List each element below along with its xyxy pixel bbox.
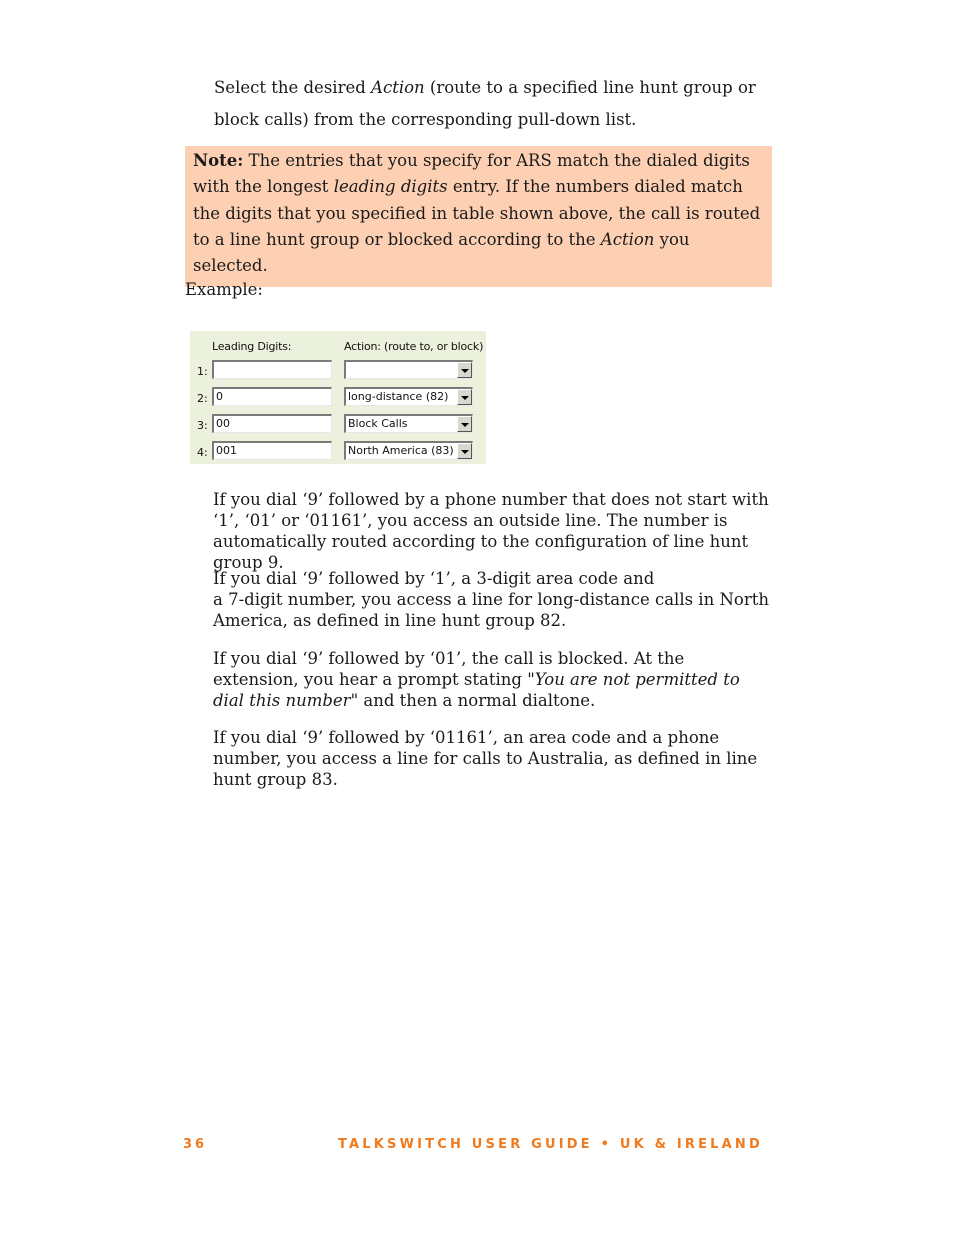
intro-paragraph: [214, 72, 774, 136]
row-number: 2:: [197, 392, 208, 405]
leading-digits-header: Leading Digits:: [212, 340, 292, 353]
note-text-1: The entries that you specify for ARS match the dialed digits with the longest: [193, 151, 750, 197]
example-label: Example:: [185, 280, 263, 299]
paragraph-blocked-text-1: If you dial ‘9’ followed by ‘01’, the call is blocked. At the extension, you hear a prompt stating ": [213, 649, 685, 689]
note-text-3: you selected.: [193, 229, 690, 276]
action-select[interactable]: [344, 387, 473, 406]
footer-title: TALKSWITCH USER GUIDE • UK & IRELAND: [337, 1137, 763, 1152]
action-select-value: Block Calls: [348, 417, 408, 430]
row-number: 3:: [197, 419, 208, 432]
action-header: Action: (route to, or block): [344, 340, 484, 353]
note-italic-action: Action: [600, 229, 655, 249]
note-italic-leading-digits: leading digits: [333, 177, 448, 197]
paragraph-australia: If you dial ‘9’ followed by ‘01161’, an area code and a phone number, you access a line for calls to Australia, as defined in line hunt group 83.: [213, 728, 758, 789]
row-number: 4:: [197, 446, 208, 459]
intro-action-word: Action: [371, 78, 425, 97]
leading-digits-input[interactable]: [212, 360, 332, 379]
leading-digits-input[interactable]: 001: [212, 441, 332, 460]
note-label: Note:: [193, 151, 244, 170]
row-number: 1:: [197, 365, 208, 378]
paragraph-long-distance-line1: If you dial ‘9’ followed by ‘1’, a 3-digit area code and: [213, 569, 655, 588]
intro-text-before: Select the desired: [214, 78, 372, 97]
chevron-down-icon[interactable]: [457, 443, 472, 459]
note-text-2: entry. If the numbers dialed match the digits that you specified in table shown above, the call is routed to a line hunt group or blocked according to the: [193, 177, 761, 249]
chevron-down-icon[interactable]: [457, 416, 472, 432]
paragraph-long-distance: [213, 568, 773, 631]
paragraph-long-distance-line2: a 7-digit number, you access a line for long-distance calls in North America, as defined in line hunt group 82.: [213, 590, 769, 630]
leading-digits-input[interactable]: 0: [212, 387, 332, 406]
action-select-value: North America (83): [348, 444, 454, 457]
action-select[interactable]: [344, 441, 473, 460]
action-select[interactable]: [344, 360, 473, 379]
leading-digits-input[interactable]: 00: [212, 414, 332, 433]
page-number: 36: [183, 1137, 208, 1152]
chevron-down-icon[interactable]: [457, 389, 472, 405]
paragraph-blocked-text-2: " and then a normal dialtone.: [350, 691, 596, 710]
paragraph-blocked: [213, 648, 773, 711]
ars-table-screenshot: [190, 331, 486, 464]
chevron-down-icon[interactable]: [457, 362, 472, 378]
action-select[interactable]: [344, 414, 473, 433]
action-select-value: long-distance (82): [348, 390, 449, 403]
paragraph-outside-line: If you dial ‘9’ followed by a phone number that does not start with ‘1’, ‘01’ or ‘01161’, you access an outside line. The number is automatically routed according to the configuration of line hunt group 9.: [213, 490, 769, 572]
note-box: [185, 146, 772, 287]
intro-text-after: (route to a specified line hunt group or block calls) from the corresponding pull-down list.: [214, 78, 756, 129]
paragraph-blocked-prompt: You are not permitted to dial this number: [213, 670, 740, 710]
